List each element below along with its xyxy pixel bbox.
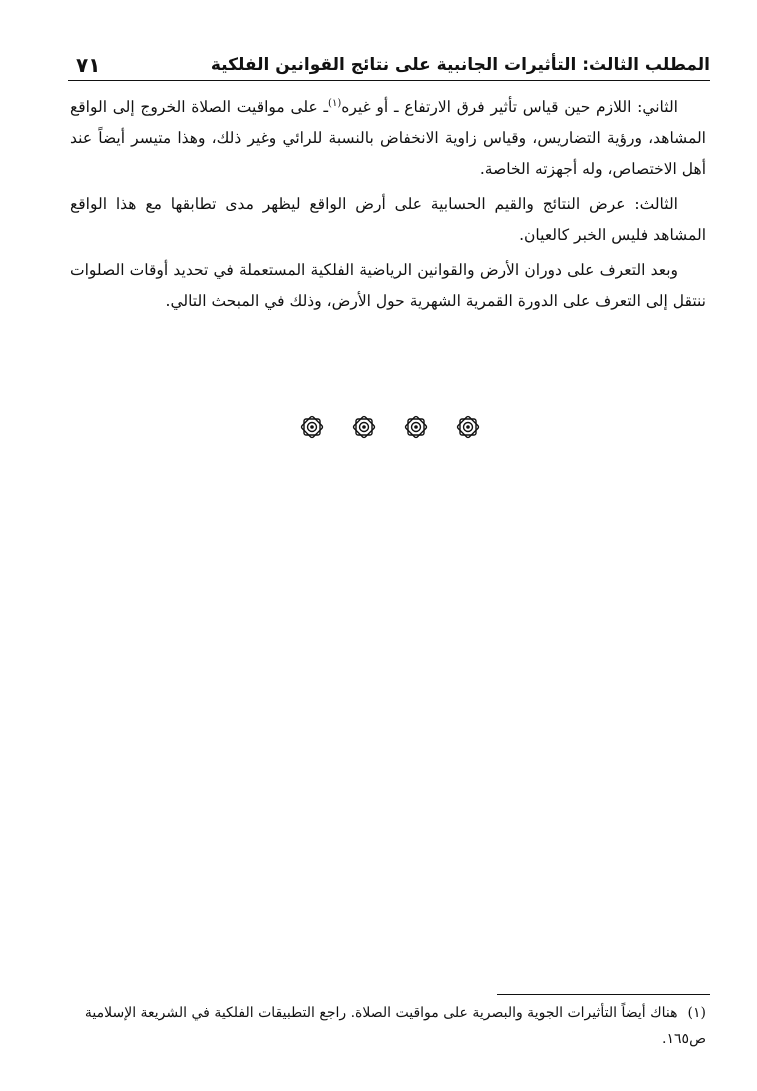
footnote-text: هناك أيضاً التأثيرات الجوية والبصرية على مواقيت الصلاة. راجع التطبيقات الفلكية في الشريعة الإسلامية ص١٦٥. bbox=[84, 1005, 706, 1047]
footnote-number: (١) bbox=[687, 1005, 706, 1021]
page-number: ٧١ bbox=[76, 53, 101, 77]
ornament-icon bbox=[352, 415, 376, 439]
paragraph-second-point bbox=[70, 92, 706, 185]
paragraph-text: الثاني: اللازم حين قياس تأثير فرق الارتفاع ـ أو غيره bbox=[341, 98, 678, 116]
paragraph-text: ـ على مواقيت الصلاة الخروج إلى الواقع المشاهد، ورؤية التضاريس، وقياس زاوية الانخفاض بالنسبة للرائي وغير ذلك، وهذا متيسر أيضاً عند أهل الاختصاص، وله أجهزته الخاصة. bbox=[70, 98, 706, 178]
header-title: المطلب الثالث: التأثيرات الجانبية على نتائج القوانين الفلكية bbox=[210, 55, 710, 75]
running-header bbox=[68, 50, 710, 81]
ornament-icon bbox=[404, 415, 428, 439]
footnote-reference[interactable]: (١) bbox=[328, 97, 342, 109]
footnote bbox=[70, 1000, 706, 1052]
section-divider-ornaments bbox=[300, 412, 480, 442]
ornament-icon bbox=[300, 415, 324, 439]
paragraph-third-point: الثالث: عرض النتائج والقيم الحسابية على أرض الواقع ليظهر مدى تطابقها مع هذا الواقع المشاهد فليس الخبر كالعيان. bbox=[70, 195, 706, 244]
ornament-icon bbox=[456, 415, 480, 439]
main-text bbox=[70, 92, 706, 321]
footnote-separator bbox=[497, 994, 710, 995]
paragraph-transition: وبعد التعرف على دوران الأرض والقوانين الرياضية الفلكية المستعملة في تحديد أوقات الصلوات ننتقل إلى التعرف على الدورة القمرية الشهرية حول الأرض، وذلك في المبحث التالي. bbox=[70, 261, 706, 310]
